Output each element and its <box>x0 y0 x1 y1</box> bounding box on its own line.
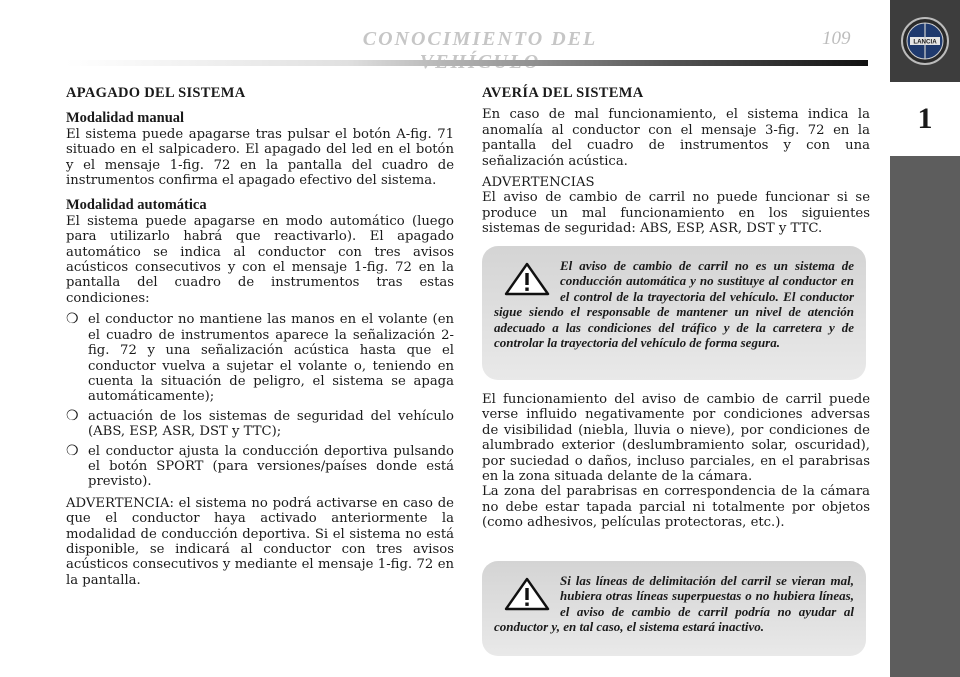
logo-text: LANCIA <box>913 38 937 46</box>
list-item <box>66 444 454 490</box>
section-heading-apagado: APAGADO DEL SISTEMA <box>66 85 246 101</box>
sub-heading-manual: Modalidad manual <box>66 110 185 127</box>
manual-paragraph: El sistema puede apagarse tras pulsar el botón A-fig. 71 situado en el salpicadero. El apagado del led en el botón y el mensaje 1-fig. 72 en la pantalla del cuadro de instrumentos confirma el apagado efectivo del sistema. <box>66 126 454 189</box>
warning-triangle-icon <box>504 262 550 296</box>
bullet-circle-icon: ❍ <box>66 311 79 328</box>
right-column-lower <box>482 392 870 537</box>
auto-paragraph: El sistema puede apagarse en modo automático (luego para utilizarlo habrá que reactivarlo). El apagado automático se indica al conductor con tres avisos acústicos consecutivos y con el mensaje 1-fig. 72 en la pantalla del cuadro de instrumentos tras estas condiciones: <box>66 213 454 306</box>
warning-box <box>482 246 866 380</box>
right-column <box>482 86 870 243</box>
camera-paragraph: La zona del parabrisas en correspondencia de la cámara no debe estar tapada parcial ni totalmente por objetos (como adhesivos, películas protectoras, etc.). <box>482 484 870 531</box>
header-rule <box>66 60 868 66</box>
warning-text: El aviso de cambio de carril no es un sistema de conducción automática y no sustituye al conductor en el control de la trayectoria del vehículo. El conductor sigue siendo el responsable de mantener un nivel de atención adecuado a las condiciones del tráfico y de la carretera y de controlar la trayectoria del vehículo de forma segura. <box>494 258 854 351</box>
list-item <box>66 312 454 404</box>
advertencias-paragraph: El aviso de cambio de carril no puede funcionar si se produce un mal funcionamiento en los siguientes sistemas de seguridad: ABS, ESP, ASR, DST y TTC. <box>482 190 870 237</box>
list-item-text: el conductor no mantiene las manos en el volante (en el cuadro de instrumentos aparece la señalización 2-fig. 72 y una señalización acústica hasta que el conductor vuelva a sujetar el volante o, teniendo en cuenta la situación de peligro, el sistema se apaga automáticamente); <box>88 312 454 405</box>
bullet-circle-icon: ❍ <box>66 442 79 459</box>
running-header-title: CONOCIMIENTO DEL <box>362 28 598 50</box>
sub-heading-automatic: Modalidad automática <box>66 197 207 214</box>
list-item-text: actuación de los sistemas de seguridad del vehículo (ABS, ESP, ASR, DST y TTC); <box>88 408 454 440</box>
left-column <box>66 86 454 594</box>
page-number: 109 <box>822 28 851 49</box>
advertencias-label: ADVERTENCIAS <box>482 175 595 191</box>
chapter-side-tab <box>890 0 960 677</box>
warning-text: Si las líneas de delimitación del carril se vieran mal, hubiera otras líneas superpuestas o no hubiera líneas, el aviso de cambio de carril podría no ayudar al conductor y, en tal caso, el sistema estará inactivo. <box>494 573 854 635</box>
chapter-number: 1 <box>890 82 960 156</box>
advertencia-paragraph: ADVERTENCIA: el sistema no podrá activarse en caso de que el conductor haya activado anteriormente la modalidad de conducción deportiva. Si el sistema no está disponible, se indicará al conductor con tres avisos acústicos consecutivos y mediante el mensaje 1-fig. 72 en la pantalla. <box>66 495 454 588</box>
conditions-paragraph: El funcionamiento del aviso de cambio de carril puede verse influido negativamente por condiciones adversas de visibilidad (niebla, lluvia o nieve), por condiciones de alumbrado exterior (deslumbramiento solar, oscuridad), por suciedad o daños, incluso parciales, en el parabrisas en la zona situada delante de la cámara. <box>482 392 870 485</box>
logo-area <box>890 0 960 82</box>
list-item-text: el conductor ajusta la conducción deportiva pulsando el botón SPORT (para versiones/países donde está previsto). <box>88 443 454 490</box>
conditions-list <box>66 312 454 489</box>
averia-paragraph: En caso de mal funcionamiento, el sistema indica la anomalía al conductor con el mensaje 3-fig. 72 en la pantalla del cuadro de instrumentos y con una señalización acústica. <box>482 107 870 169</box>
warning-box <box>482 561 866 656</box>
bullet-circle-icon: ❍ <box>66 407 79 424</box>
warning-triangle-icon <box>504 577 550 611</box>
lancia-logo-icon <box>900 16 950 66</box>
section-heading-averia: AVERÍA DEL SISTEMA <box>482 85 644 101</box>
list-item <box>66 409 454 440</box>
